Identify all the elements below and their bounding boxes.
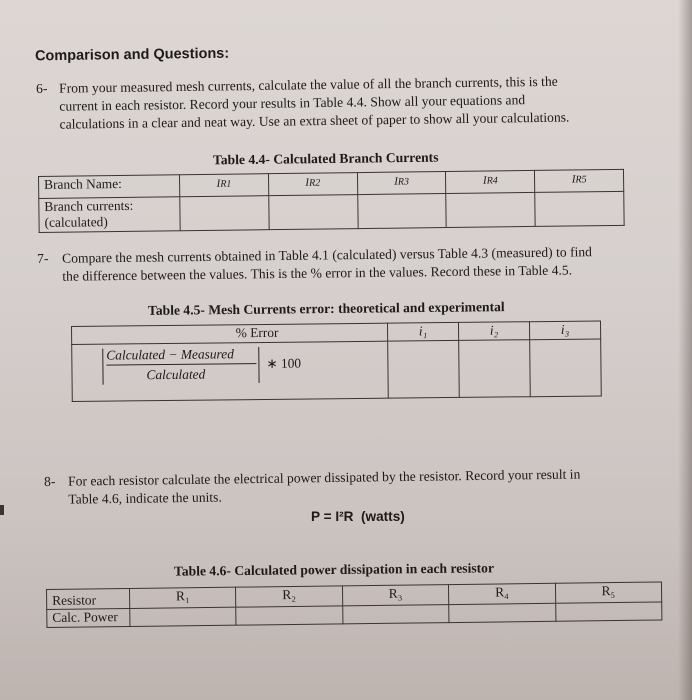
ir2-value-cell[interactable] xyxy=(269,195,358,230)
col-header-i3 xyxy=(529,321,600,340)
i1-label: i₁ xyxy=(418,323,428,339)
ir3-sub: R3 xyxy=(397,176,410,188)
formula-denominator: Calculated xyxy=(146,366,206,383)
question-7 xyxy=(37,242,657,288)
ir4-sub: R4 xyxy=(486,175,498,187)
ir4-main: I xyxy=(482,174,487,187)
ir1-value-cell[interactable] xyxy=(180,196,269,231)
resistor-label: Resistor xyxy=(47,588,130,609)
question-6-line-2: current in each resistor. Record your results in Table 4.4. Show all your equations and xyxy=(59,92,526,114)
question-7-line-1: Compare the mesh currents obtained in Table 4.1 (calculated) versus Table 4.3 (measured) to find xyxy=(62,244,592,266)
question-7-number: 7- xyxy=(37,250,49,266)
table-4-5 xyxy=(71,320,602,402)
ir2-main: I xyxy=(305,176,310,189)
branch-currents-label xyxy=(39,197,180,233)
ir4-value-cell[interactable] xyxy=(446,192,535,227)
table-4-6 xyxy=(46,581,662,628)
ir1-main: I xyxy=(216,177,221,190)
ir1-sub: R1 xyxy=(220,178,232,190)
abs-bar-left xyxy=(102,349,104,385)
table-4-4-caption: Table 4.4- Calculated Branch Currents xyxy=(212,149,439,168)
branch-currents-label-line-1: Branch currents: xyxy=(44,197,134,214)
r5-power-cell[interactable] xyxy=(555,602,662,621)
page-edge-mark xyxy=(0,505,4,515)
r4-power-cell[interactable] xyxy=(449,603,556,622)
r1-power-cell[interactable] xyxy=(130,607,237,626)
col-header-i1 xyxy=(387,322,458,341)
error-label: % Error xyxy=(235,324,279,341)
question-8 xyxy=(44,464,664,511)
abs-bar-right xyxy=(258,347,260,383)
question-6 xyxy=(36,71,657,136)
power-equation: P = I²R (watts) xyxy=(311,509,405,524)
ir5-value-cell[interactable] xyxy=(535,191,624,226)
col-header-ir3 xyxy=(357,172,446,195)
i3-label: i₃ xyxy=(560,321,570,337)
i2-error-cell[interactable] xyxy=(459,340,531,398)
calc-power-label: Calc. Power xyxy=(47,608,130,627)
ir2-sub: R2 xyxy=(309,177,321,189)
col-header-r5: R₅ xyxy=(555,582,662,603)
i2-label: i₂ xyxy=(489,322,499,338)
table-4-5-caption: Table 4.5- Mesh Currents error: theoretical and experimental xyxy=(147,299,505,318)
col-header-ir1 xyxy=(179,174,268,197)
ir3-main: I xyxy=(394,175,398,188)
question-6-line-1: From your measured mesh currents, calculate the value of all the branch currents, this is the xyxy=(59,73,558,96)
branch-currents-label-line-2: (calculated) xyxy=(44,214,108,230)
col-header-ir2 xyxy=(268,173,357,196)
col-header-r3: R₃ xyxy=(342,585,449,606)
r2-power-cell[interactable] xyxy=(236,606,343,625)
col-header-i2 xyxy=(458,322,529,341)
ir3-value-cell[interactable] xyxy=(357,194,446,229)
i1-error-cell[interactable] xyxy=(388,340,460,398)
col-header-ir5 xyxy=(535,169,624,192)
table-4-6-caption: Table 4.6- Calculated power dissipation in each resistor xyxy=(173,560,495,579)
formula-multiplier: ∗ 100 xyxy=(266,355,302,371)
col-header-r1: R₁ xyxy=(129,587,236,608)
r3-power-cell[interactable] xyxy=(343,605,450,624)
question-6-line-3: calculations in a clear and neat way. Use an extra sheet of paper to show all your calculations. xyxy=(59,109,570,132)
col-header-ir4 xyxy=(446,170,535,193)
question-8-line-1: For each resistor calculate the electrical power dissipated by the resistor. Record your result in xyxy=(68,466,581,489)
section-heading: Comparison and Questions: xyxy=(34,45,230,65)
i3-error-cell[interactable] xyxy=(530,339,602,397)
formula-numerator: Calculated − Measured xyxy=(106,346,234,363)
branch-name-label: Branch Name: xyxy=(39,175,180,199)
question-8-line-2: Table 4.6, indicate the units. xyxy=(68,489,222,507)
col-header-r2: R₂ xyxy=(236,586,343,607)
ir5-sub: R5 xyxy=(575,174,587,186)
ir5-main: I xyxy=(571,173,576,186)
question-7-line-2: the difference between the values. This is the % error in the values. Record these in Table 4.5. xyxy=(62,262,573,284)
question-8-number: 8- xyxy=(44,473,56,489)
error-formula-cell xyxy=(72,341,389,401)
page-shadow xyxy=(678,0,692,700)
table-4-4 xyxy=(38,169,625,233)
col-header-r4: R₄ xyxy=(449,583,556,604)
error-formula xyxy=(72,342,388,401)
question-6-number: 6- xyxy=(36,80,48,96)
